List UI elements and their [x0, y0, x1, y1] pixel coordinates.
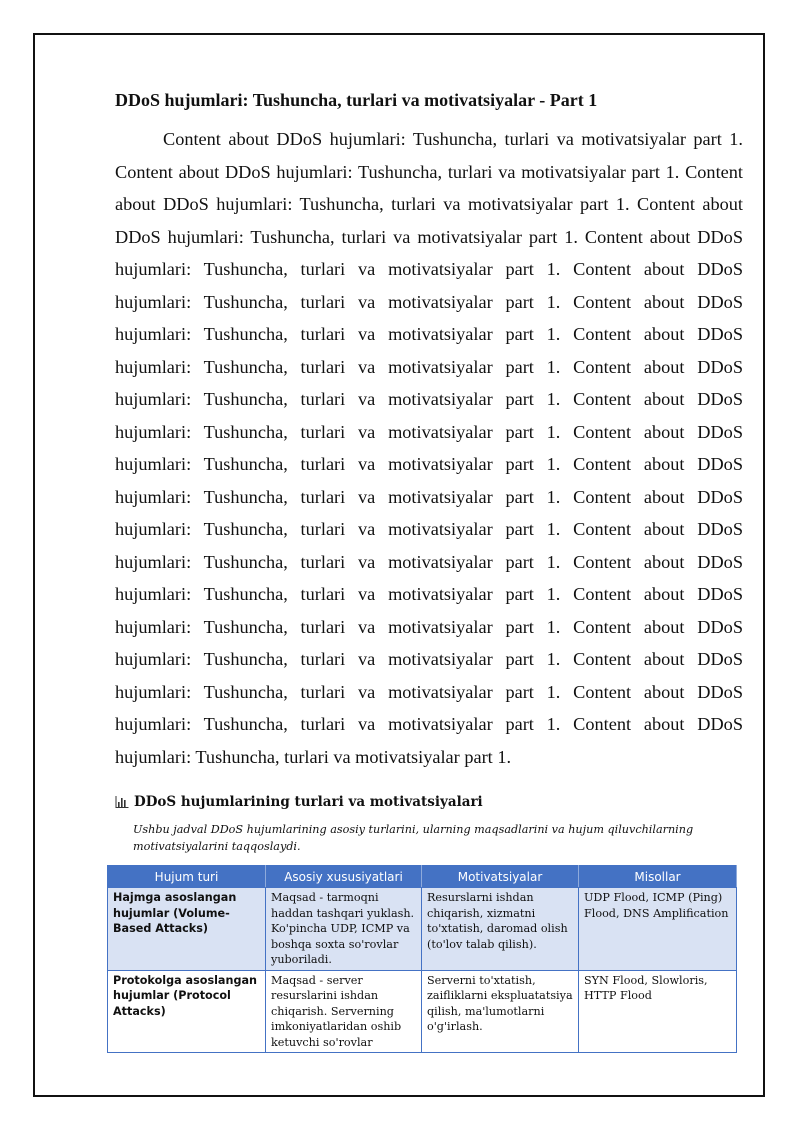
document-heading: DDoS hujumlari: Tushuncha, turlari va motivatsiyalar - Part 1	[115, 90, 598, 110]
column-header: Motivatsiyalar	[422, 866, 579, 888]
table-cell: Hajmga asoslangan hujumlar (Volume-Based Attacks)	[108, 888, 266, 971]
table-caption: Ushbu jadval DDoS hujumlarining asosiy turlarini, ularning maqsadlarini va hujum qiluvchilarning motivatsiyalarini taqqoslaydi.	[133, 823, 694, 853]
table-title-text: DDoS hujumlarining turlari va motivatsiyalari	[134, 794, 483, 810]
table-cell: Protokolga asoslangan hujumlar (Protocol Attacks)	[108, 970, 266, 1053]
column-header: Misollar	[579, 866, 737, 888]
body-paragraph: Content about DDoS hujumlari: Tushuncha, turlari va motivatsiyalar part 1. Content about DDoS hujumlari: Tushuncha, turlari va motivatsiyalar part 1. Content about DDoS hujumlari: Tushuncha, turlari va motivatsiyalar part 1. Content about DDoS hujumlari: Tushuncha, turlari va motivatsiyalar part 1. Content about DDoS hujumlari: Tushuncha, turlari va motivatsiyalar part 1. Content about DDoS hujumlari: Tushuncha, turlari va motivatsiyalar part 1. Content about DDoS hujumlari: Tushuncha, turlari va motivatsiyalar part 1. Content about DDoS hujumlari: Tushuncha, turlari va motivatsiyalar part 1. Content about DDoS hujumlari: Tushuncha, turlari va motivatsiyalar part 1. Content about DDoS hujumlari: Tushuncha, turlari va motivatsiyalar part 1. Content about DDoS hujumlari: Tushuncha, turlari va motivatsiyalar part 1. Content about DDoS hujumlari: Tushuncha, turlari va motivatsiyalar part 1. Content about DDoS hujumlari: Tushuncha, turlari va motivatsiyalar part 1. Content about DDoS hujumlari: Tushuncha, turlari va motivatsiyalar part 1. Content about DDoS hujumlari: Tushuncha, turlari va motivatsiyalar part 1. Content about DDoS hujumlari: Tushuncha, turlari va motivatsiyalar part 1. Content about DDoS hujumlari: Tushuncha, turlari va motivatsiyalar part 1. Content about DDoS hujumlari: Tushuncha, turlari va motivatsiyalar part 1. Content about DDoS hujumlari: Tushuncha, turlari va motivatsiyalar part 1. Content about DDoS hujumlari: Tushuncha, turlari va motivatsiyalar part 1.	[115, 129, 743, 767]
table-header-row	[108, 866, 737, 888]
table-row	[108, 970, 737, 1053]
table-cell: Serverni to'xtatish, zaifliklarni ekspluatatsiya qilish, ma'lumotlarni o'g'irlash.	[422, 970, 579, 1053]
table-cell: SYN Flood, Slowloris, HTTP Flood	[579, 970, 737, 1053]
table-row	[108, 888, 737, 971]
table-cell: Maqsad - server resurslarini ishdan chiqarish. Serverning imkoniyatlaridan oshib ketuvchi so'rovlar	[266, 970, 422, 1053]
column-header: Hujum turi	[108, 866, 266, 888]
table-cell: Maqsad - tarmoqni haddan tashqari yuklash. Ko'pincha UDP, ICMP va boshqa soxta so'rovlar yuboriladi.	[266, 888, 422, 971]
table-section-title	[115, 793, 755, 813]
ddos-comparison-table	[107, 865, 737, 1053]
table-cell: UDP Flood, ICMP (Ping) Flood, DNS Amplification	[579, 888, 737, 971]
bar-chart-icon	[115, 795, 129, 813]
column-header: Asosiy xususiyatlari	[266, 866, 422, 888]
table-cell: Resurslarni ishdan chiqarish, xizmatni to'xtatish, daromad olish (to'lov talab qilish).	[422, 888, 579, 971]
